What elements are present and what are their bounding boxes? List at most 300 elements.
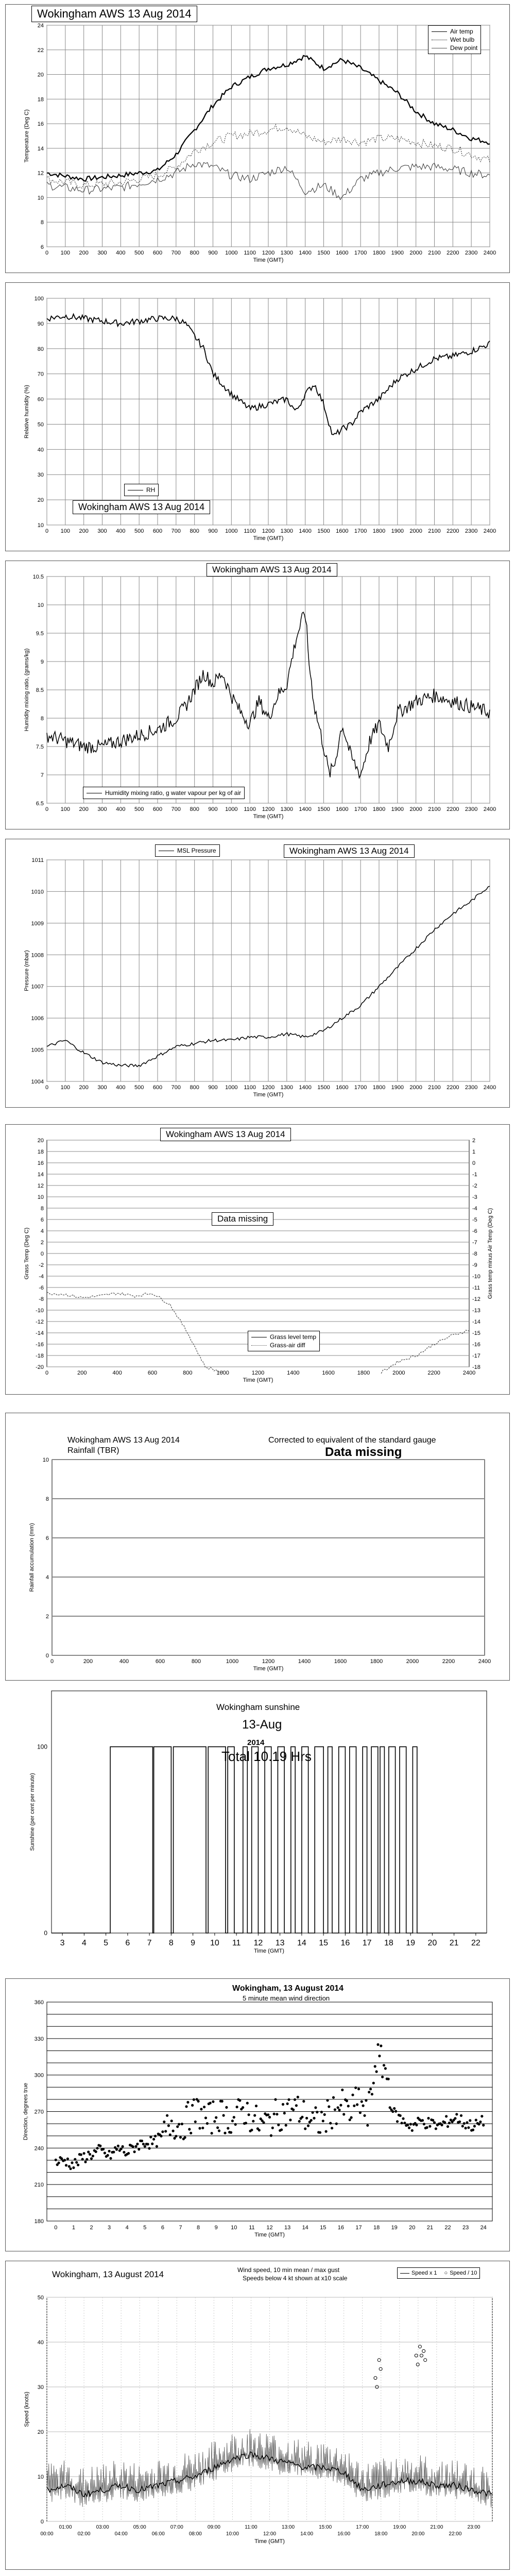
data-point <box>316 2111 318 2113</box>
x-tick-label: 9 <box>191 1939 196 1947</box>
data-point <box>102 2148 105 2150</box>
data-point <box>136 2143 139 2145</box>
x-tick-label: 2400 <box>483 250 496 256</box>
data-point <box>312 2111 314 2114</box>
data-point <box>443 2121 446 2124</box>
x-tick-label: 09:00 <box>207 2524 220 2530</box>
temperature-chart-panel <box>5 4 510 273</box>
grass-temp-chart-panel <box>5 1124 510 1395</box>
data-point <box>197 2100 200 2103</box>
data-point <box>83 2152 85 2155</box>
data-point <box>209 2102 212 2104</box>
y-tick-label: 50 <box>37 2295 44 2301</box>
plot-area <box>52 1460 485 1655</box>
x-tick-label: 700 <box>171 250 181 256</box>
y-tick-label: 40 <box>37 2340 44 2346</box>
data-point <box>347 2105 350 2107</box>
data-point <box>204 2116 207 2119</box>
x-tick-label: 13 <box>275 1939 285 1947</box>
x-tick-label: 15:00 <box>319 2524 332 2530</box>
y-tick-label: 6 <box>40 244 44 250</box>
x-tick-label: 5 <box>104 1939 109 1947</box>
x-tick-label: 4 <box>125 2225 129 2231</box>
data-point <box>409 2123 412 2125</box>
y-tick-label: 0 <box>44 1929 47 1937</box>
x-tick-label: 4 <box>81 1939 87 1947</box>
y-tick-label: 1007 <box>31 984 44 990</box>
x-tick-label: 800 <box>190 250 199 256</box>
x-tick-label: 1200 <box>262 1658 275 1665</box>
x-tick-label: 600 <box>147 1370 158 1376</box>
y-axis-label: Temperature (Deg C) <box>24 109 30 163</box>
x-tick-label: 7 <box>179 2225 182 2231</box>
legend-entry: Air temp <box>450 28 473 35</box>
data-point <box>480 2115 483 2117</box>
data-point <box>359 2111 362 2114</box>
x-tick-label: 300 <box>97 528 107 534</box>
data-point <box>428 2125 431 2128</box>
data-point <box>85 2158 88 2161</box>
chart-title: Wokingham AWS 13 Aug 2014 <box>67 1436 180 1445</box>
rainfall-chart-panel <box>5 1413 510 1681</box>
x-tick-label: 2200 <box>447 1084 459 1091</box>
y-axis-label: Sunshine (per cent per minute) <box>29 1773 36 1851</box>
x-tick-label: 10 <box>210 1939 219 1947</box>
data-point <box>149 2136 152 2138</box>
x-tick-label: 800 <box>190 806 199 812</box>
x-tick-label: 1100 <box>244 250 256 256</box>
y-tick-label: -6 <box>39 1285 44 1291</box>
x-axis-label: Time (GMT) <box>253 535 284 541</box>
x-axis-label: Time (GMT) <box>254 2538 285 2545</box>
y-tick-label: 6.5 <box>36 801 44 807</box>
data-point <box>176 2125 179 2128</box>
x-tick-label: 17 <box>355 2225 362 2231</box>
x-tick-label: 11 <box>232 1939 241 1947</box>
data-point <box>216 2126 219 2129</box>
y-tick-label: 24 <box>37 23 44 29</box>
data-point <box>81 2158 84 2161</box>
y-tick-label: -10 <box>36 1308 44 1314</box>
x-tick-label: 1900 <box>391 528 404 534</box>
y2-axis-label: Grass temp minus Air Temp (Deg C) <box>487 1208 493 1299</box>
x-tick-label: 05:00 <box>133 2524 146 2530</box>
y2-tick-label: -4 <box>472 1206 477 1212</box>
data-point <box>141 2140 143 2142</box>
x-tick-label: 1800 <box>372 806 386 812</box>
x-tick-label: 16 <box>337 2225 345 2231</box>
x-tick-label: 800 <box>183 1370 193 1376</box>
chart-legend <box>83 787 245 799</box>
x-tick-label: 2300 <box>465 250 478 256</box>
x-tick-label: 0 <box>50 1658 54 1665</box>
x-tick-label: 300 <box>97 806 107 812</box>
sunshine-chart-panel <box>5 1686 510 1964</box>
data-point <box>172 2130 175 2132</box>
data-point <box>231 2120 234 2122</box>
data-point <box>166 2114 168 2117</box>
x-tick-label: 2100 <box>428 528 441 534</box>
x-tick-label: 1600 <box>336 528 349 534</box>
data-point <box>245 2122 247 2124</box>
data-point <box>325 2130 328 2133</box>
data-point <box>185 2105 187 2108</box>
data-point <box>181 2123 183 2125</box>
data-point <box>80 2154 82 2156</box>
data-point <box>230 2131 232 2134</box>
data-point <box>310 2119 313 2122</box>
data-point <box>246 2102 249 2105</box>
x-tick-label: 1700 <box>354 528 367 534</box>
x-tick-label: 1500 <box>317 806 330 812</box>
y-tick-label: 1005 <box>31 1047 44 1054</box>
x-tick-label: 2300 <box>465 806 478 812</box>
x-tick-label: 1000 <box>226 1658 239 1665</box>
y2-tick-label: -7 <box>472 1240 477 1246</box>
y-tick-label: 7.5 <box>36 744 44 750</box>
data-point <box>482 2124 485 2126</box>
y-tick-label: -14 <box>36 1330 44 1336</box>
x-tick-label: 1400 <box>299 250 312 256</box>
data-point <box>242 2106 244 2109</box>
legend-entry: Humidity mixing ratio, g water vapour per kg of air <box>105 789 242 796</box>
data-point <box>326 2099 329 2102</box>
wind-direction-chart-panel <box>5 1978 510 2251</box>
x-tick-label: 1600 <box>322 1370 335 1376</box>
x-tick-label: 600 <box>152 250 163 256</box>
y-tick-label: 18 <box>37 96 44 103</box>
data-point <box>66 2158 69 2160</box>
x-tick-label: 700 <box>171 806 181 812</box>
data-point <box>109 2157 112 2160</box>
data-point <box>463 2122 466 2125</box>
data-point <box>175 2135 177 2138</box>
data-point <box>225 2106 228 2109</box>
x-tick-label: 1200 <box>262 528 275 534</box>
y-tick-label: 1008 <box>31 952 44 959</box>
x-tick-label: 1800 <box>372 250 386 256</box>
data-point <box>371 2093 373 2095</box>
data-point <box>455 2113 458 2115</box>
data-point <box>473 2125 476 2127</box>
data-point <box>112 2151 115 2154</box>
chart-legend <box>248 1331 320 1351</box>
y-axis-label: Direction, degrees true <box>23 2082 29 2141</box>
data-point <box>96 2147 98 2149</box>
y-tick-label: 90 <box>37 320 44 327</box>
x-tick-label: 2300 <box>465 1084 478 1091</box>
y2-tick-label: -9 <box>472 1262 477 1268</box>
x-tick-label: 1600 <box>336 250 349 256</box>
x-tick-label: 600 <box>152 806 163 812</box>
x-tick-label: 400 <box>116 1084 126 1091</box>
x-axis-label: Time (GMT) <box>253 1092 284 1098</box>
data-point <box>381 2076 384 2078</box>
y2-tick-label: 2 <box>472 1138 476 1144</box>
humidity-chart-panel <box>5 282 510 551</box>
wind-direction-chart <box>6 1979 509 2251</box>
data-point <box>55 2159 57 2161</box>
x-tick-label: 18:00 <box>374 2531 388 2537</box>
y-tick-label: 100 <box>34 296 44 302</box>
x-tick-label: 2100 <box>428 806 441 812</box>
x-tick-label: 23:00 <box>467 2524 480 2530</box>
data-point <box>331 2127 333 2129</box>
x-tick-label: 2400 <box>478 1658 491 1665</box>
x-tick-label: 1300 <box>280 806 294 812</box>
y-tick-label: 20 <box>37 2429 44 2435</box>
data-point <box>184 2136 186 2139</box>
x-tick-label: 500 <box>134 806 144 812</box>
x-tick-label: 2000 <box>409 250 422 256</box>
data-point <box>349 2119 351 2121</box>
wind-speed-chart-panel <box>5 2261 510 2570</box>
x-tick-label: 1400 <box>298 1658 311 1665</box>
y-tick-label: 10 <box>37 2474 44 2480</box>
data-point <box>369 2088 372 2090</box>
x-tick-label: 1000 <box>216 1370 229 1376</box>
data-point <box>427 2117 430 2120</box>
y-tick-label: 14 <box>37 1172 44 1178</box>
chart-subtitle: Speeds below 4 kt shown at x10 scale <box>243 2275 348 2282</box>
x-tick-label: 500 <box>134 528 144 534</box>
x-tick-label: 1000 <box>225 528 238 534</box>
y-tick-label: -4 <box>39 1274 44 1280</box>
x-tick-label: 300 <box>97 250 107 256</box>
y2-tick-label: -2 <box>472 1183 477 1189</box>
data-point <box>161 2130 164 2133</box>
y2-tick-label: 1 <box>472 1149 476 1155</box>
x-tick-label: 1100 <box>244 806 256 812</box>
y2-tick-label: -13 <box>472 1308 480 1314</box>
x-tick-label: 600 <box>155 1658 165 1665</box>
x-tick-label: 100 <box>60 1084 71 1091</box>
data-point <box>74 2158 76 2161</box>
y-tick-label: 10 <box>37 1194 44 1200</box>
x-tick-label: 5 <box>143 2225 147 2231</box>
x-tick-label: 1700 <box>354 806 367 812</box>
x-tick-label: 0 <box>45 1084 49 1091</box>
x-tick-label: 800 <box>190 1084 199 1091</box>
data-point <box>190 2132 192 2134</box>
y-tick-label: 9.5 <box>36 631 44 637</box>
data-point <box>151 2143 153 2145</box>
data-point <box>194 2121 197 2123</box>
data-point <box>147 2143 149 2145</box>
x-tick-label: 2400 <box>462 1370 476 1376</box>
data-point <box>123 2151 125 2154</box>
data-point <box>339 2104 342 2107</box>
data-point <box>170 2120 173 2122</box>
x-tick-label: 900 <box>208 1084 218 1091</box>
data-point <box>448 2122 451 2124</box>
x-tick-label: 700 <box>171 528 181 534</box>
legend-entry: Wet bulb <box>450 36 475 43</box>
y-tick-label: 20 <box>37 1138 44 1144</box>
y-tick-label: 70 <box>37 371 44 378</box>
mixing-ratio-chart-panel <box>5 561 510 829</box>
y-tick-label: 8.5 <box>36 687 44 693</box>
x-tick-label: 200 <box>79 1084 89 1091</box>
y-tick-label: 22 <box>37 47 44 54</box>
data-point <box>307 2125 310 2127</box>
data-point <box>87 2150 90 2153</box>
y-tick-label: 50 <box>37 421 44 428</box>
x-tick-label: 1900 <box>391 1084 404 1091</box>
data-point <box>250 2129 253 2131</box>
data-point <box>374 2065 376 2067</box>
y-tick-label: 20 <box>37 72 44 78</box>
x-tick-label: 20 <box>427 1939 437 1947</box>
date-label: 13-Aug <box>242 1718 282 1732</box>
x-tick-label: 1300 <box>280 250 294 256</box>
data-point <box>179 2136 182 2139</box>
data-point <box>107 2154 109 2157</box>
data-point <box>203 2106 205 2108</box>
x-tick-label: 1000 <box>225 250 238 256</box>
data-point <box>433 2121 436 2124</box>
x-tick-label: 07:00 <box>170 2524 183 2530</box>
legend-entry: Speed x 1 <box>411 2270 437 2276</box>
y2-tick-label: -10 <box>472 1274 480 1280</box>
x-tick-label: 14 <box>297 1939 306 1947</box>
x-tick-label: 1800 <box>370 1658 383 1665</box>
data-point <box>188 2128 191 2130</box>
y-tick-label: -18 <box>36 1353 44 1359</box>
data-point <box>363 2114 366 2117</box>
x-tick-label: 7 <box>147 1939 152 1947</box>
x-tick-label: 1500 <box>317 250 330 256</box>
x-tick-label: 2 <box>90 2225 93 2231</box>
x-tick-label: 1700 <box>354 250 367 256</box>
data-point <box>292 2109 295 2111</box>
y-tick-label: 10 <box>37 195 44 201</box>
y-tick-label: 10 <box>37 602 44 608</box>
x-axis-label: Time (GMT) <box>243 1377 273 1383</box>
data-point <box>236 2106 238 2108</box>
data-point <box>354 2087 357 2089</box>
data-point <box>435 2127 437 2130</box>
x-tick-label: 100 <box>60 250 71 256</box>
x-tick-label: 500 <box>134 1084 144 1091</box>
x-tick-label: 2100 <box>428 250 441 256</box>
x-tick-label: 200 <box>79 250 89 256</box>
data-point <box>270 2134 272 2137</box>
y-tick-label: -20 <box>36 1364 44 1370</box>
data-point <box>297 2096 299 2098</box>
data-point <box>320 2111 323 2113</box>
x-tick-label: 2000 <box>409 528 422 534</box>
x-tick-label: 300 <box>97 1084 107 1091</box>
data-point <box>283 2112 286 2114</box>
data-point <box>224 2132 226 2134</box>
y-tick-label: 0 <box>40 2519 44 2525</box>
data-point <box>313 2117 315 2120</box>
x-tick-label: 600 <box>152 528 163 534</box>
x-tick-label: 2200 <box>447 250 459 256</box>
chart-title: Wokingham, 13 August 2014 <box>52 2269 164 2279</box>
y-tick-label: 240 <box>34 2145 44 2152</box>
x-tick-label: 16 <box>340 1939 350 1947</box>
data-point <box>328 2105 330 2108</box>
data-point <box>122 2145 124 2148</box>
x-tick-label: 13 <box>284 2225 291 2231</box>
data-point <box>160 2135 162 2138</box>
x-tick-label: 13:00 <box>282 2524 295 2530</box>
data-point <box>186 2101 189 2104</box>
data-point <box>465 2127 467 2129</box>
y-tick-label: 8 <box>45 1496 49 1502</box>
data-point <box>178 2123 180 2126</box>
x-tick-label: 2400 <box>483 1084 496 1091</box>
y-tick-label: 270 <box>34 2109 44 2115</box>
data-point <box>426 2126 428 2129</box>
x-tick-label: 2200 <box>447 806 459 812</box>
data-point <box>323 2113 326 2116</box>
data-point <box>378 2055 381 2057</box>
data-point <box>332 2096 335 2099</box>
chart-title: Wokingham AWS 13 Aug 2014 <box>207 563 337 577</box>
x-tick-label: 1800 <box>372 528 386 534</box>
x-tick-label: 6 <box>125 1939 130 1947</box>
y-tick-label: 8 <box>40 219 44 226</box>
data-point <box>301 2116 303 2119</box>
x-tick-label: 2100 <box>428 1084 441 1091</box>
data-point <box>277 2124 280 2126</box>
data-point <box>461 2125 464 2127</box>
data-missing-note: Data missing <box>212 1212 273 1226</box>
x-tick-label: 8 <box>197 2225 200 2231</box>
data-point <box>267 2113 269 2116</box>
data-point <box>127 2152 130 2155</box>
y-tick-label: 40 <box>37 447 44 453</box>
x-tick-label: 500 <box>134 250 144 256</box>
y-tick-label: 4 <box>45 1574 49 1581</box>
x-tick-label: 400 <box>119 1658 129 1665</box>
data-point <box>95 2150 97 2153</box>
data-point <box>294 2098 296 2101</box>
data-point <box>376 2043 379 2046</box>
y2-tick-label: -17 <box>472 1353 480 1359</box>
x-axis-label: Time (GMT) <box>254 2232 285 2238</box>
x-tick-label: 19 <box>391 2225 398 2231</box>
legend-entry: RH <box>146 486 156 494</box>
data-point <box>63 2159 66 2161</box>
data-point <box>104 2151 106 2154</box>
data-point <box>167 2124 170 2127</box>
data-point <box>227 2127 229 2129</box>
year-label: 2014 <box>247 1738 265 1747</box>
x-tick-label: 1300 <box>280 1084 294 1091</box>
pressure-chart <box>6 839 509 1107</box>
x-tick-label: 1700 <box>354 1084 367 1091</box>
y2-tick-label: -5 <box>472 1217 477 1223</box>
x-tick-label: 2000 <box>392 1370 405 1376</box>
total-label: Total 10.19 Hrs <box>221 1749 312 1764</box>
data-point <box>469 2119 471 2122</box>
data-point <box>215 2116 217 2119</box>
y-tick-label: 60 <box>37 396 44 403</box>
data-point <box>458 2121 461 2123</box>
y-tick-label: 30 <box>37 472 44 479</box>
x-tick-label: 11:00 <box>245 2524 258 2530</box>
pressure-chart-panel <box>5 839 510 1108</box>
data-point <box>144 2145 146 2148</box>
x-tick-label: 400 <box>112 1370 122 1376</box>
y-tick-label: 1010 <box>31 889 44 895</box>
x-tick-label: 17 <box>362 1939 372 1947</box>
x-tick-label: 0 <box>45 528 49 534</box>
